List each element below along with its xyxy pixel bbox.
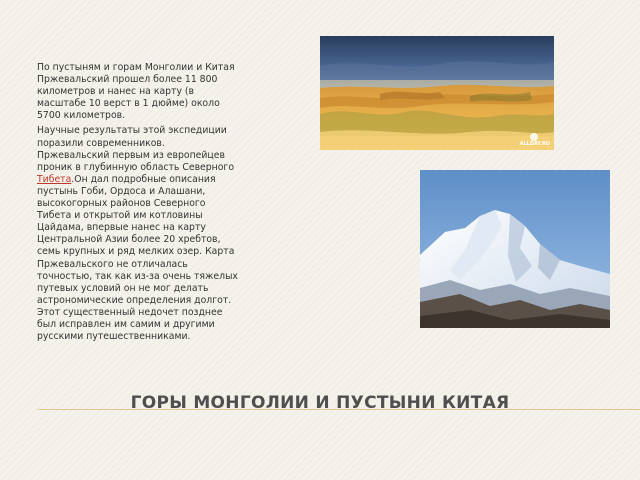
- mountain-photo: [420, 170, 610, 328]
- desert-photo-watermark: ALLDAY.RU: [519, 141, 550, 147]
- paragraph-results-end: .Он дал подробные описания пустынь Гоби, Ордоса и Алашани, высокогорных районов Северного Тибета и открытой им котловины Цайдама, впервые нанес на карту Центральной Азии более 20 хребтов, семь крупных и ряд мелких озер. Карта Пржевальского не отличалась точностью, так как из-за очень тяжелых путевых условий он не мог делать астрономические определения долгот. Этот существенный недочет позднее был исправлен им самим и другими русскими путешественниками.: [37, 173, 238, 343]
- paragraph-results: [37, 125, 240, 343]
- slide-title: ГОРЫ МОНГОЛИИ И ПУСТЫНИ КИТАЯ: [130, 393, 510, 413]
- paragraph-route: По пустыням и горам Монголии и Китая Пржевальский прошел более 11 800 километров и нанес на карту (в масштабе 10 верст в 1 дюйме) около 5700 километров.: [37, 62, 235, 122]
- tibet-link[interactable]: Тибета: [37, 173, 72, 185]
- paragraph-results-start: Научные результаты этой экспедиции поразили современников. Пржевальский первым из европейцев проник в глубинную область Северного: [37, 125, 235, 173]
- desert-photo: [320, 36, 554, 150]
- body-text: [37, 62, 240, 346]
